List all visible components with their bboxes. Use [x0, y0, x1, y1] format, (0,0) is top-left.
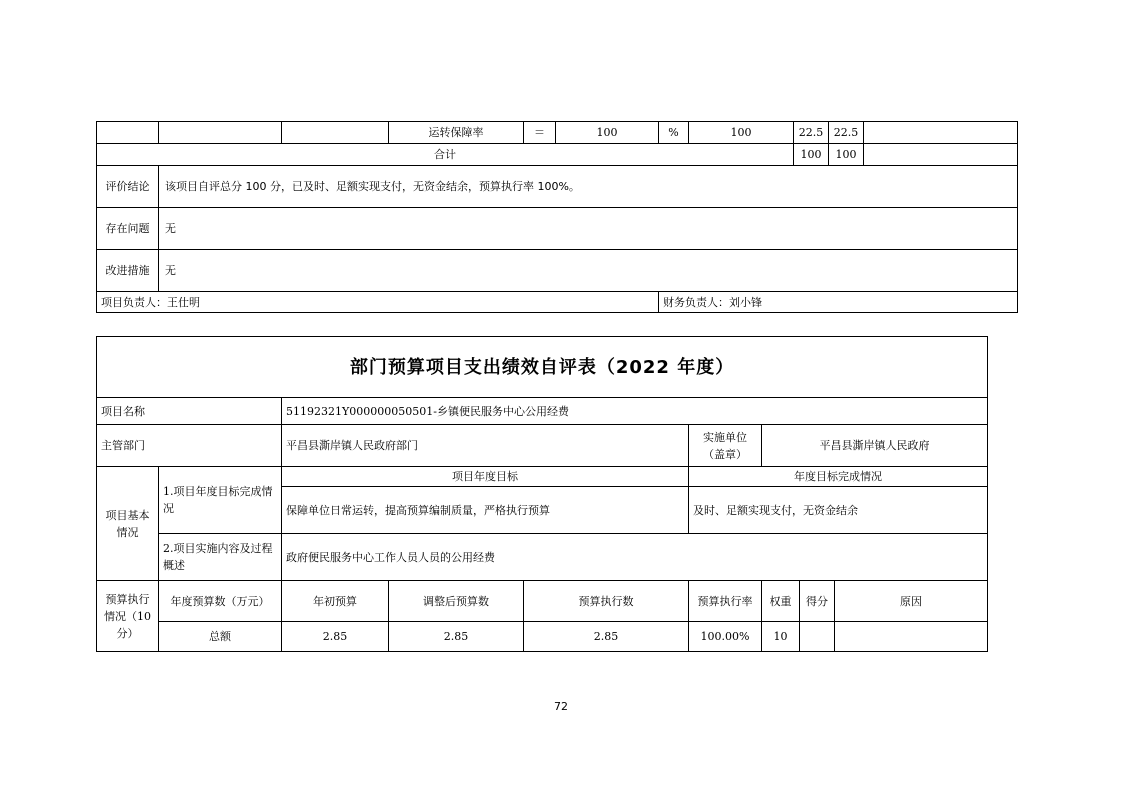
self-evaluation-form [96, 336, 988, 652]
conclusion-text: 该项目自评总分 100 分，已及时、足额实现支付，无资金结余，预算执行率 100%。 [159, 166, 1018, 208]
total-score: 100 [829, 144, 864, 166]
budget-weight-value: 10 [762, 622, 800, 652]
title-row [97, 337, 988, 398]
page-number: 72 [554, 700, 568, 713]
signature-row [97, 292, 1018, 313]
conclusion-row [97, 166, 1018, 208]
implementing-unit-label: 实施单位（盖章） [689, 425, 762, 467]
content-row [97, 534, 988, 581]
empty-cell [159, 122, 282, 144]
empty-cell [864, 144, 1018, 166]
department-label: 主管部门 [97, 425, 282, 467]
budget-initial-header: 年初预算 [282, 581, 389, 622]
indicator-weight: 22.5 [794, 122, 829, 144]
indicator-row [97, 122, 1018, 144]
department-value: 平昌县澌岸镇人民政府部门 [282, 425, 689, 467]
budget-rate-header: 预算执行率 [689, 581, 762, 622]
budget-executed-header: 预算执行数 [524, 581, 689, 622]
annual-goal-header: 项目年度目标 [282, 467, 689, 487]
project-name-row [97, 398, 988, 425]
budget-header-row [97, 581, 988, 622]
budget-rate-value: 100.00% [689, 622, 762, 652]
implementing-unit-value: 平昌县澌岸镇人民政府 [762, 425, 988, 467]
budget-reason-header: 原因 [835, 581, 988, 622]
budget-adjusted-header: 调整后预算数 [389, 581, 524, 622]
budget-execution-label: 预算执行情况（10 分） [97, 581, 159, 652]
improvements-text: 无 [159, 250, 1018, 292]
indicator-continuation-table [96, 121, 1018, 313]
project-lead: 项目负责人：王仕明 [97, 292, 659, 313]
problems-text: 无 [159, 208, 1018, 250]
empty-cell [97, 122, 159, 144]
goal-completion-label: 1.项目年度目标完成情况 [159, 467, 282, 534]
completion-header: 年度目标完成情况 [689, 467, 988, 487]
indicator-target: 100 [556, 122, 659, 144]
budget-adjusted-value: 2.85 [389, 622, 524, 652]
project-name-label: 项目名称 [97, 398, 282, 425]
indicator-unit: % [659, 122, 689, 144]
conclusion-label: 评价结论 [97, 166, 159, 208]
budget-initial-value: 2.85 [282, 622, 389, 652]
basic-info-label: 项目基本情况 [97, 467, 159, 581]
budget-score-value [800, 622, 835, 652]
budget-weight-header: 权重 [762, 581, 800, 622]
content-overview-label: 2.项目实施内容及过程概述 [159, 534, 282, 581]
annual-goal-text: 保障单位日常运转，提高预算编制质量，严格执行预算 [282, 487, 689, 534]
problems-label: 存在问题 [97, 208, 159, 250]
indicator-actual: 100 [689, 122, 794, 144]
improvements-row [97, 250, 1018, 292]
budget-total-label: 总额 [159, 622, 282, 652]
empty-cell [282, 122, 389, 144]
budget-total-row [97, 622, 988, 652]
budget-score-header: 得分 [800, 581, 835, 622]
department-row [97, 425, 988, 467]
improvements-label: 改进措施 [97, 250, 159, 292]
completion-text: 及时、足额实现支付，无资金结余 [689, 487, 988, 534]
indicator-operator: ＝ [524, 122, 556, 144]
content-overview-text: 政府便民服务中心工作人员人员的公用经费 [282, 534, 988, 581]
goal-header-row [97, 467, 988, 487]
finance-lead: 财务负责人：刘小锋 [659, 292, 1018, 313]
total-weight: 100 [794, 144, 829, 166]
empty-cell [864, 122, 1018, 144]
project-name-value: 51192321Y000000050501-乡镇便民服务中心公用经费 [282, 398, 988, 425]
indicator-score: 22.5 [829, 122, 864, 144]
budget-executed-value: 2.85 [524, 622, 689, 652]
problems-row [97, 208, 1018, 250]
indicator-name: 运转保障率 [389, 122, 524, 144]
total-label: 合计 [97, 144, 794, 166]
form-title: 部门预算项目支出绩效自评表（2022 年度） [97, 337, 988, 398]
total-row [97, 144, 1018, 166]
budget-reason-value [835, 622, 988, 652]
budget-annual-header: 年度预算数（万元） [159, 581, 282, 622]
